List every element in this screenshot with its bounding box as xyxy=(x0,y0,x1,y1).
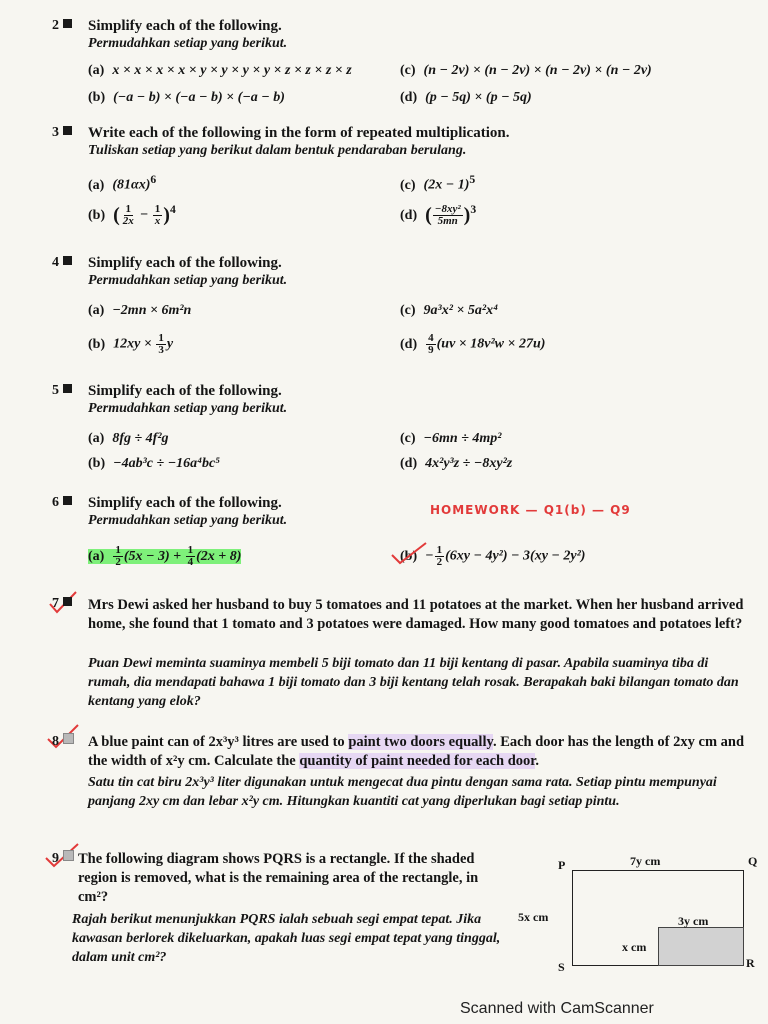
vertex-r: R xyxy=(746,956,755,970)
stem-english: Simplify each of the following. xyxy=(88,255,282,271)
part-b: (b) 12xy × $\frac{1}{3}$ y xyxy=(88,332,174,356)
stem-english: Simplify each of the following. xyxy=(88,383,282,399)
question-2 xyxy=(52,18,752,113)
stem-malay: Permudahkan setiap yang berikut. xyxy=(88,273,288,288)
question-number: 4 xyxy=(52,255,59,270)
square-bullet-icon xyxy=(63,256,72,265)
part-d: (d) (p − 5q) × (p − 5q) xyxy=(400,90,532,105)
stem-english: Simplify each of the following. xyxy=(88,18,282,34)
problem-text-malay: Satu tin cat biru 2x³y³ liter digunakan untuk mengecat dua pintu dengan sama rata. Setiap pintu mempunyai panjang 2xy cm dan lebar x²y cm. Hitungkan kuantiti cat yang diperlukan bagi setiap pintu. xyxy=(88,775,717,809)
problem-text-english: A blue paint can of 2x³y³ litres are used to paint two doors equally. Each door has the length of 2xy cm and the width of x²y cm. Calculate the quantity of paint needed for each door. xyxy=(88,734,745,769)
label-top-side: 7y cm xyxy=(630,854,661,868)
homework-note: HOMEWORK — Q1(b) — Q9 xyxy=(430,503,631,517)
question-7 xyxy=(52,596,752,716)
part-a: (a) x × x × x × x × y × y × y × y × z × z × z × z xyxy=(88,63,352,78)
part-a: (a) 8fg ÷ 4f²g xyxy=(88,431,169,446)
label-left-side: 5x cm xyxy=(518,910,549,924)
question-5 xyxy=(52,383,752,478)
square-bullet-icon xyxy=(63,597,72,606)
vertex-q: Q xyxy=(748,854,758,868)
scanner-watermark: Scanned with CamScanner xyxy=(460,1000,654,1017)
part-b: (b) − $\frac{1}{2}$ (6xy − 4y²) − 3(xy − 2y²) xyxy=(400,544,586,568)
label-shade-height: 3y cm xyxy=(678,914,709,928)
stem-malay: Tuliskan setiap yang berikut dalam bentuk pendaraban berulang. xyxy=(88,143,467,158)
problem-text-english: Mrs Dewi asked her husband to buy 5 tomatoes and 11 potatoes at the market. When her husband arrived home, she found that 1 tomato and 3 potatoes were damaged. How many good tomatoes and potatoes left? xyxy=(88,597,744,632)
problem-text-english: The following diagram shows PQRS is a rectangle. If the shaded region is removed, what is the remaining area of the rectangle, in cm²? xyxy=(78,851,479,905)
square-bullet-icon xyxy=(63,126,72,135)
part-a: (a) $(81\alpha x)^6$ xyxy=(88,173,157,193)
label-shade-width: x cm xyxy=(622,940,647,954)
question-6 xyxy=(52,495,752,580)
question-number: 3 xyxy=(52,125,59,140)
rectangle-diagram xyxy=(518,852,762,974)
shaded-region xyxy=(658,927,744,966)
stem-malay: Permudahkan setiap yang berikut. xyxy=(88,513,288,528)
part-c: (c) $(2x - 1)^5$ xyxy=(400,173,476,193)
question-8 xyxy=(52,733,752,833)
part-d: (d) ( $\frac{\text{−8xy²}}{5mn}$ )$^3$ xyxy=(400,202,477,227)
part-d: (d) $\frac{4}{9}$ (uv × 18v²w × 27u) xyxy=(400,332,546,356)
part-a: (a) −2mn × 6m²n xyxy=(88,303,192,318)
square-bullet-icon xyxy=(63,850,74,861)
part-c: (c) (n − 2v) × (n − 2v) × (n − 2v) × (n − 2v) xyxy=(400,63,652,78)
question-number: 5 xyxy=(52,383,59,398)
square-bullet-icon xyxy=(63,733,74,744)
problem-text-malay: Puan Dewi meminta suaminya membeli 5 biji tomato dan 11 biji kentang di pasar. Apabila suaminya tiba di rumah, dia mendapati bahawa 1 biji tomato dan 3 biji kentang telah rosak. Berapakah baki bilangan tomato dan kentang yang elok? xyxy=(88,656,739,709)
part-b: (b) −4ab³c ÷ −16a⁴bc⁵ xyxy=(88,456,221,471)
part-d: (d) 4x²y³z ÷ −8xy²z xyxy=(400,456,513,471)
question-3 xyxy=(52,125,752,240)
check-mark-icon xyxy=(390,541,430,567)
question-number: 2 xyxy=(52,18,59,33)
question-number: 6 xyxy=(52,495,59,510)
stem-malay: Permudahkan setiap yang berikut. xyxy=(88,36,288,51)
part-c: (c) 9a³x² × 5a²x⁴ xyxy=(400,303,498,318)
part-b: (b) (−a − b) × (−a − b) × (−a − b) xyxy=(88,90,285,105)
question-9 xyxy=(52,850,768,975)
square-bullet-icon xyxy=(63,384,72,393)
stem-malay: Permudahkan setiap yang berikut. xyxy=(88,401,288,416)
part-a: (a) $\frac{1}{2}$ (5x − 3) + $\frac{1}{4}$ (2x + 8) xyxy=(88,544,242,568)
problem-text-malay: Rajah berikut menunjukkan PQRS ialah sebuah segi empat tepat. Jika kawasan berlorek dikeluarkan, apakah luas segi empat tepat yang tinggal, dalam unit cm²? xyxy=(72,912,501,965)
question-number: 8 xyxy=(52,734,59,749)
question-4 xyxy=(52,255,752,365)
stem-english: Write each of the following in the form of repeated multiplication. xyxy=(88,125,510,141)
stem-english: Simplify each of the following. xyxy=(88,495,282,511)
question-number: 9 xyxy=(52,851,59,866)
question-number: 7 xyxy=(52,596,59,611)
vertex-s: S xyxy=(558,960,565,974)
square-bullet-icon xyxy=(63,19,72,28)
part-b: (b) ( $\frac{1}{2x}$ − $\frac{1}{x}$ )$^4$ xyxy=(88,202,176,227)
part-c: (c) −6mn ÷ 4mp² xyxy=(400,431,502,446)
vertex-p: P xyxy=(558,858,566,872)
square-bullet-icon xyxy=(63,496,72,505)
